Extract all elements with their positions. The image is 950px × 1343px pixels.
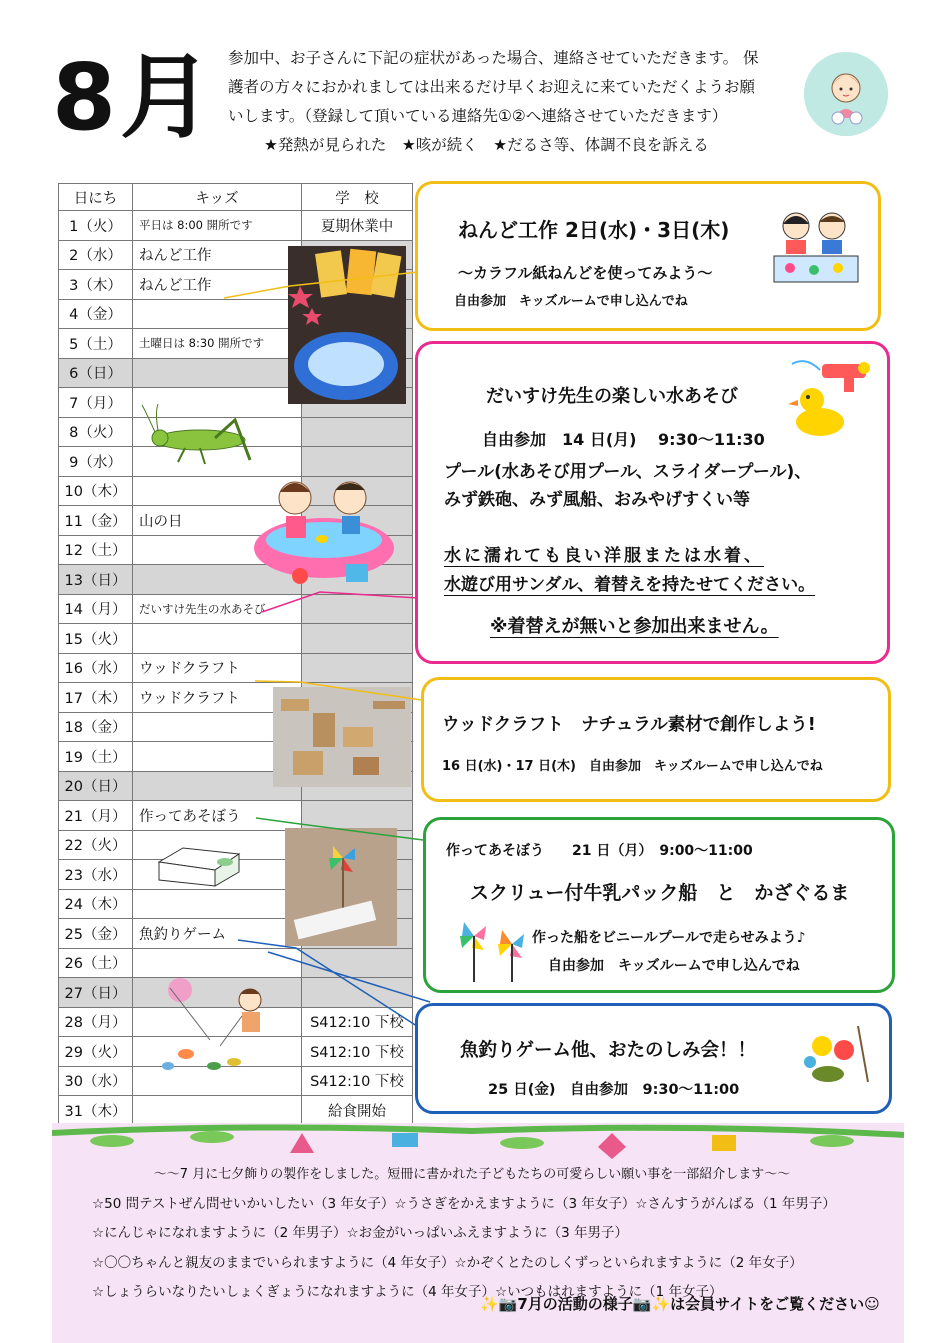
calendar-date: 8（火） <box>59 417 133 447</box>
calendar-row <box>59 624 413 654</box>
notice-line: 参加中、お子さんに下記の症状があった場合、連絡させていただきます。 保 <box>228 49 759 67</box>
fishing-kids-icon <box>150 970 280 1080</box>
calendar-date: 7（月） <box>59 388 133 418</box>
clay-event-box <box>415 181 881 331</box>
calendar-date: 12（土） <box>59 535 133 565</box>
grasshopper-icon <box>130 400 260 470</box>
calendar-date: 14（月） <box>59 594 133 624</box>
calendar-date: 1（火） <box>59 211 133 241</box>
craft-desc: 作った船をビニールプールで走らせみよう♪ <box>532 930 806 946</box>
calendar-kids-activity: 山の日 <box>133 506 302 536</box>
pinwheel-boat-photo <box>285 828 397 946</box>
calendar-kids-activity <box>133 1096 302 1126</box>
clay-subtitle: ～カラフル紙ねんどを使ってみよう～ <box>458 264 713 282</box>
clay-craft-photo <box>288 246 406 404</box>
craft-info: 自由参加 キッズルームで申し込んでね <box>548 958 800 974</box>
water-title: だいすけ先生の楽しい水あそび <box>486 386 738 407</box>
calendar-kids-activity: 魚釣りゲーム <box>133 919 302 949</box>
fishing-info: 25 日(金) 自由参加 9:30～11:00 <box>488 1082 740 1098</box>
wood-craft-event-box <box>421 677 891 802</box>
calendar-school-status <box>302 948 413 978</box>
calendar-school-status <box>302 801 413 831</box>
calendar-school-status: 給食開始 <box>302 1096 413 1126</box>
notice-line: いします。（登録して頂いている連絡先①②へ連絡させていただきます） <box>228 107 728 125</box>
calendar-date: 26（土） <box>59 948 133 978</box>
wood-info: 16 日(水)・17 日(木) 自由参加 キッズルームで申し込んでね <box>442 759 823 774</box>
calendar-date: 18（金） <box>59 712 133 742</box>
symptom-list: ★発熱が見られた ★咳が続く ★だるさ等、体調不良を訴える <box>264 136 709 154</box>
calendar-date: 6（日） <box>59 358 133 388</box>
calendar-school-status <box>302 624 413 654</box>
calendar-date: 17（木） <box>59 683 133 713</box>
header-school: 学 校 <box>302 184 413 211</box>
calendar-date: 29（火） <box>59 1037 133 1067</box>
calendar-date: 23（水） <box>59 860 133 890</box>
wood-title: ウッドクラフト ナチュラル素材で創作しよう! <box>442 715 816 735</box>
notice-line: 護者の方々におかれましては出来るだけ早くお迎えに来ていただくようお願 <box>228 78 756 96</box>
water-play-event-box <box>415 341 890 664</box>
wish-line: ☆〇〇ちゃんと親友のままでいられますように（4 年女子）☆かぞくとたのしくずっといられますように（2 年女子） <box>92 1254 803 1271</box>
water-items-line2: みず鉄砲、みず風船、おみやげすくい等 <box>444 490 750 510</box>
calendar-date: 30（水） <box>59 1066 133 1096</box>
calendar-kids-activity <box>133 299 302 329</box>
calendar-date: 19（土） <box>59 742 133 772</box>
calendar-header-row <box>59 184 413 211</box>
craft-title: スクリュー付牛乳パック船 と かざぐるま <box>470 882 850 904</box>
craft-head: 作ってあそぼう 21 日（月） 9:00～11:00 <box>446 843 753 859</box>
wishes-heading: ～～7 月に七夕飾りの製作をしました。短冊に書かれた子どもたちの可愛らしい願い事を一部紹介します～～ <box>153 1167 791 1182</box>
calendar-row <box>59 594 413 624</box>
calendar-date: 21（月） <box>59 801 133 831</box>
water-items-line1: プール(水あそび用プール、スライダープール)、 <box>444 462 812 482</box>
fishing-event-box <box>415 1003 892 1114</box>
calendar-date: 24（木） <box>59 889 133 919</box>
calendar-school-status: S412:10 下校 <box>302 1066 413 1096</box>
calendar-date: 5（土） <box>59 329 133 359</box>
pinwheel-icon <box>440 912 532 984</box>
calendar-kids-activity: 平日は 8:00 開所です <box>133 211 302 241</box>
wood-craft-photo <box>273 687 411 787</box>
notice-text <box>228 44 788 160</box>
calendar-row <box>59 211 413 241</box>
clay-title: ねんど工作 2日(水)・3日(木) <box>458 218 730 242</box>
calendar-date: 2（水） <box>59 240 133 270</box>
clay-info: 自由参加 キッズルームで申し込んでね <box>454 294 688 309</box>
handwash-badge <box>804 52 888 136</box>
calendar-kids-activity <box>133 889 302 919</box>
calendar-kids-activity: ウッドクラフト <box>133 683 302 713</box>
water-play-kids-icon <box>250 464 398 592</box>
wishes-section <box>92 1160 852 1308</box>
calendar-date: 9（水） <box>59 447 133 477</box>
calendar-school-status: 夏期休業中 <box>302 211 413 241</box>
calendar-school-status: S412:10 下校 <box>302 1037 413 1067</box>
calendar-row <box>59 801 413 831</box>
month-title: 8月 <box>52 44 217 151</box>
wish-line: ☆にんじゃになれますように（2 年男子）☆お金がいっぱいふえますように（3 年男子） <box>92 1225 628 1241</box>
water-warning-line2: 水遊び用サンダル、着替えを持たせてください。 <box>444 575 816 595</box>
calendar-kids-activity <box>133 624 302 654</box>
header-date: 日にち <box>59 184 133 211</box>
calendar-date: 10（木） <box>59 476 133 506</box>
calendar-date: 15（火） <box>59 624 133 654</box>
calendar-kids-activity: ねんど工作 <box>133 270 302 300</box>
craft-play-event-box <box>423 817 895 993</box>
wish-line: ☆しょうらいなりたいしょくぎょうになれますように（4 年女子）☆いつもはれますように（1 年女子） <box>92 1284 723 1300</box>
calendar-school-status: S412:10 下校 <box>302 1007 413 1037</box>
calendar-date: 13（日） <box>59 565 133 595</box>
calendar-kids-activity: 土曜日は 8:30 開所です <box>133 329 302 359</box>
calendar-kids-activity: だいすけ先生の水あそび <box>133 594 302 624</box>
calendar-row <box>59 1096 413 1126</box>
calendar-date: 25（金） <box>59 919 133 949</box>
calendar-kids-activity <box>133 358 302 388</box>
calendar-kids-activity: ねんど工作 <box>133 240 302 270</box>
calendar-school-status <box>302 417 413 447</box>
calendar-date: 11（金） <box>59 506 133 536</box>
calendar-date: 27（日） <box>59 978 133 1008</box>
kids-crafting-icon <box>770 206 862 290</box>
member-site-note: ✨📷7月の活動の様子📷✨は会員サイトをご覧ください☺ <box>480 1295 880 1313</box>
badge-text <box>604 52 605 53</box>
water-warning-line1: 水に濡れても良い洋服または水着、 <box>444 546 764 566</box>
fishing-title: 魚釣りゲーム他、おたのしみ会！！ <box>460 1040 757 1061</box>
handwash-girl-icon <box>804 52 888 136</box>
milk-carton-boat-icon <box>153 840 245 890</box>
duck-watergun-icon <box>786 356 882 442</box>
calendar-row <box>59 653 413 683</box>
calendar-date: 20（日） <box>59 771 133 801</box>
header-kids: キッズ <box>133 184 302 211</box>
calendar-date: 3（木） <box>59 270 133 300</box>
calendar-school-status <box>302 653 413 683</box>
wish-line: ☆50 問テストぜん問せいかいしたい（3 年女子）☆うさぎをかえますように（3 年女子）☆さんすうがんばる（1 年男子） <box>92 1195 836 1212</box>
calendar-date: 28（月） <box>59 1007 133 1037</box>
fish-game-icon <box>798 1022 878 1094</box>
calendar-date: 31（木） <box>59 1096 133 1126</box>
calendar-date: 22（火） <box>59 830 133 860</box>
calendar-date: 16（水） <box>59 653 133 683</box>
calendar-school-status <box>302 978 413 1008</box>
calendar-date: 4（金） <box>59 299 133 329</box>
calendar-kids-activity: ウッドクラフト <box>133 653 302 683</box>
calendar-school-status <box>302 594 413 624</box>
water-warning-line3: ※着替えが無いと参加出来ません。 <box>490 616 779 637</box>
water-time: 自由参加 14 日(月) 9:30～11:30 <box>482 430 765 449</box>
calendar-kids-activity: 作ってあそぼう <box>133 801 302 831</box>
